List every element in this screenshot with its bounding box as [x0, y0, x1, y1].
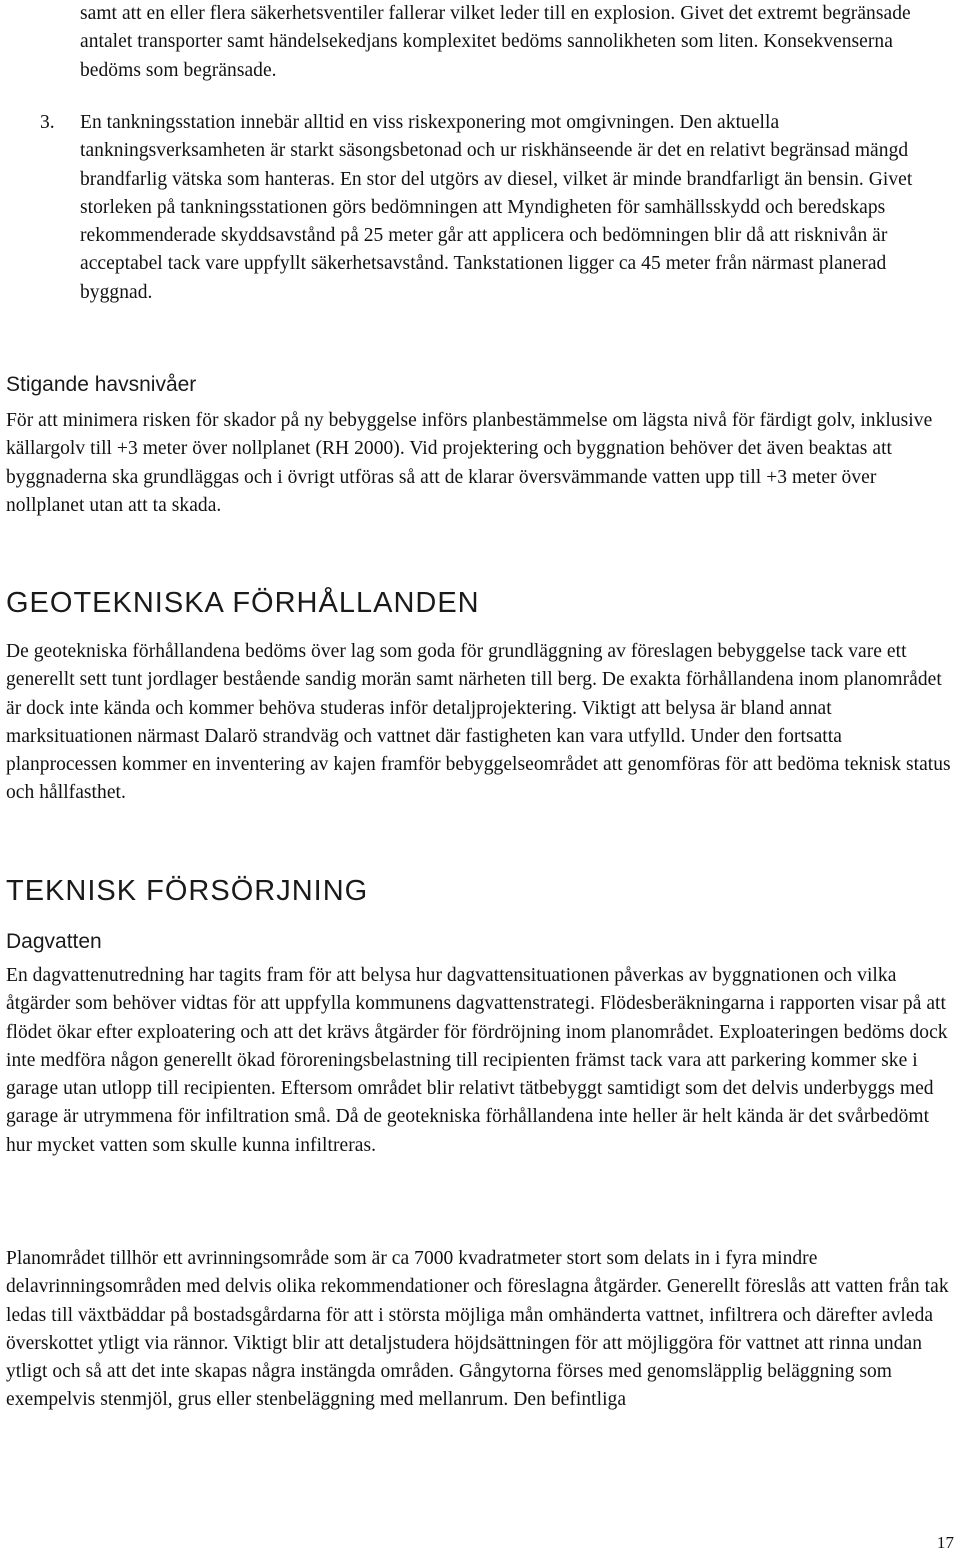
list-item-text: En tankningsstation innebär alltid en viss riskexponering mot omgivningen. Den aktuella tankningsverksamheten är starkt säsongsbetonad och ur riskhänseende är det en relativt begränsad mängd brandfarlig vätska som hanteras. En stor del utgörs av diesel, vilket är minde brandfarligt än bensin. Givet storleken på tankningsstationen görs bedömningen att Myndigheten för samhällsskydd och beredskaps rekommenderade skyddsavstånd på 25 meter går att applicera och bedömningen blir då att risknivån är acceptabel tack vare uppfyllt säkerhetsavstånd. Tankstationen ligger ca 45 meter från närmast planerad byggnad.	[80, 112, 913, 303]
subsection-heading-dagvatten: Dagvatten	[6, 930, 102, 953]
intro-paragraph: samt att en eller flera säkerhetsventiler fallerar vilket leder till en explosion. Givet det extremt begränsade antalet transporter samt händelsekedjans komplexitet bedöms sannolikheten som liten. Konsekvenserna bedöms som begränsade.	[80, 3, 911, 81]
dagvatten-paragraph-1: En dagvattenutredning har tagits fram för att belysa hur dagvattensituationen påverkas av byggnationen och vilka åtgärder som behöver vidtas för att uppfylla kommunens dagvattenstrategi. Flödesberäkningarna i rapporten visar på att flödet ökar efter exploatering och att det krävs åtgärder för fördröjning inom planområdet. Exploateringen bedöms dock inte medföra någon generellt ökad föroreningsbelastning till recipienten främst tack vara att parkering kommer ske i garage utan utlopp till recipienten. Eftersom området blir relativt tätbebyggt samtidigt som det delvis underbyggs med garage är utrymmena för infiltration små. Då de geotekniska förhållandena inte heller är helt kända är det svårbedömt hur mycket vatten som skulle kunna infiltreras.	[6, 965, 948, 1156]
section-heading-geotekniska: GEOTEKNISKA FÖRHÅLLANDEN	[6, 587, 480, 619]
dagvatten-paragraph-2: Planområdet tillhör ett avrinningsområde som är ca 7000 kvadratmeter stort som delats in i fyra mindre delavrinningsområden med delvis olika rekommendationer och föreslagna åtgärder. Generellt föreslås att vatten från tak ledas till växtbäddar på bostadsgårdarna för att i största möjliga mån omhänderta vattnet, infiltrera och därefter avleda överskottet ytligt via rännor. Viktigt blir att detaljstudera höjdsättningen för att möjliggöra för vattnet att rinna undan ytligt och så att det inte skapas några instängda områden. Gångytorna förses med genomsläpplig beläggning som exempelvis stenmjöl, grus eller stenbeläggning med mellanrum. Den befintliga	[6, 1248, 949, 1411]
section-heading-teknisk: TEKNISK FÖRSÖRJNING	[6, 875, 369, 907]
list-item-number: 3.	[40, 112, 55, 133]
page-number: 17	[936, 1533, 954, 1552]
stigande-paragraph: För att minimera risken för skador på ny bebyggelse införs planbestämmelse om lägsta nivå för färdigt golv, inklusive källargolv till +3 meter över nollplanet (RH 2000). Vid projektering och byggnation behöver det även beaktas att byggnaderna ska grundläggas och i övrigt utföras så att de klarar översvämmande vatten upp till +3 meter över nollplanet utan att ta skada.	[6, 410, 933, 516]
geotekniska-paragraph: De geotekniska förhållandena bedöms över lag som goda för grundläggning av föreslagen bebyggelse tack vare ett generellt sett tunt jordlager bestående sandig morän samt närheten till berg. De exakta förhållandena inom planområdet är dock inte kända och kommer behöva studeras inför detaljprojektering. Viktigt att belysa är bland annat marksituationen närmast Dalarö strandväg och vattnet där fastigheten kan vara utfylld. Under den fortsatta planprocessen kommer en inventering av kajen framför bebyggelseområdet att genomföras för att bedöma teknisk status och hållfasthet.	[6, 641, 951, 804]
section-heading-stigande: Stigande havsnivåer	[6, 373, 197, 396]
